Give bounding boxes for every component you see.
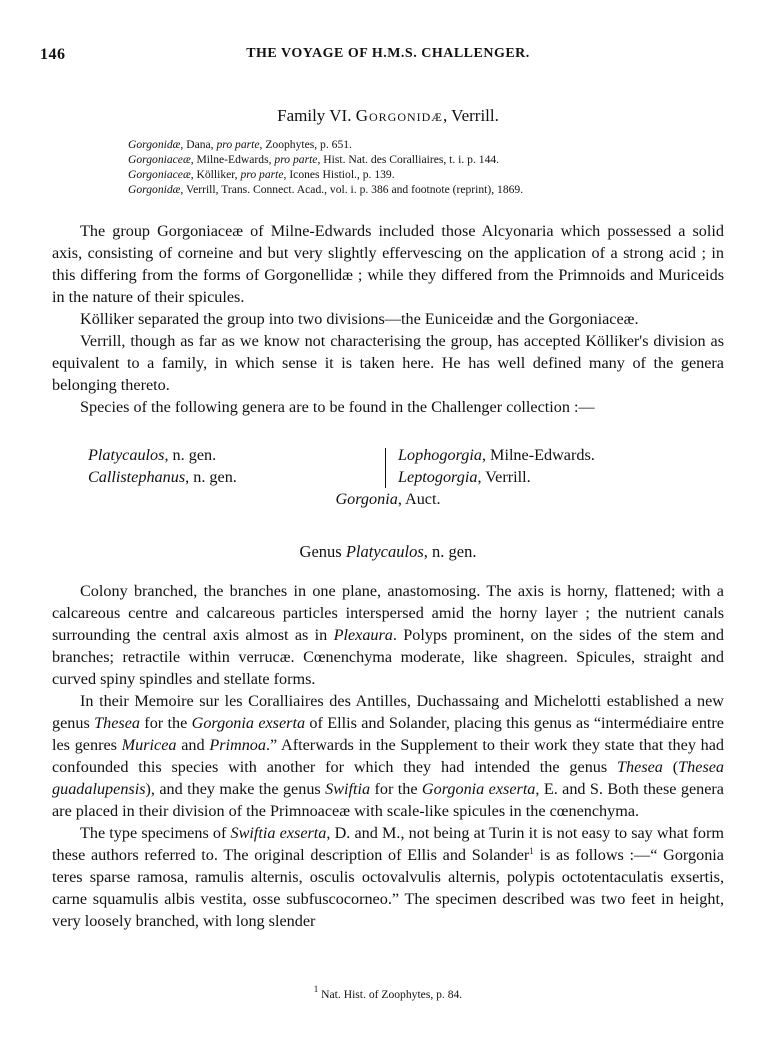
family-author: , Verrill. xyxy=(442,106,499,125)
synonymy-taxon: Gorgonidæ xyxy=(128,183,181,196)
synonymy-entry: Gorgoniaceæ, Kölliker, pro parte, Icones Histiol., p. 139. xyxy=(128,168,395,181)
running-title: THE VOYAGE OF H.M.S. CHALLENGER. xyxy=(246,46,530,61)
footnote-text: Nat. Hist. of Zoophytes, p. 84. xyxy=(318,988,463,1001)
genus-heading: Genus Platycaulos, n. gen. xyxy=(299,542,477,561)
genus-entry: Platycaulos, n. gen. xyxy=(88,446,217,464)
genera-left-column xyxy=(88,444,237,488)
synonymy-entry: Gorgonidæ, Verrill, Trans. Connect. Acad., vol. i. p. 386 and footnote (reprint), 1869. xyxy=(128,183,524,196)
paragraph: Species of the following genera are to be found in the Challenger collection :— xyxy=(80,398,595,416)
family-prefix: Family VI. xyxy=(277,106,352,125)
page-number: 146 xyxy=(40,46,66,63)
paragraph: Kölliker separated the group into two divisions—the Euniceidæ and the Gorgoniaceæ. xyxy=(80,310,639,328)
genus-entry: Lophogorgia, Milne-Edwards. xyxy=(398,446,595,464)
paragraph: Verrill, though as far as we know not characterising the group, has accepted Kölliker's division as equivalent to a family, in which sense it is taken here. He has well defined many of the genera belonging thereto. xyxy=(52,332,724,394)
running-head xyxy=(40,46,736,68)
footnote-mark: 1 xyxy=(313,984,319,994)
genus-entry: Leptogorgia, Verrill. xyxy=(398,468,531,486)
synonymy-taxon: Gorgoniaceæ xyxy=(128,168,191,181)
synonymy-entry: Gorgoniaceæ, Milne-Edwards, pro parte, Hist. Nat. des Coralliaires, t. i. p. 144. xyxy=(128,153,500,166)
family-heading xyxy=(0,106,776,126)
paragraph: The type specimens of Swiftia exserta, D. and M., not being at Turin it is not easy to say what form these authors referred to. The original description of Ellis and Solander$^1$ is as follows :—“ Gorgonia teres sparse ramosa, ramulis alternis, osculis octovalvulis alternis, polypis octotentaculatis exsertis, carne squamulis albis vestita, osse subfuscocorneo.” The specimen described was two feet in height, very loosely branched, with long slender xyxy=(52,824,725,930)
genus-entry: Callistephanus, n. gen. xyxy=(88,468,237,486)
paragraph: Colony branched, the branches in one plane, anastomosing. The axis is horny, flattened; with a calcareous centre and calcareous particles interspersed amid the horny layer ; the nutrient canals surrounding the central axis almost as in Plexaura. Polyps prominent, on the sides of the stem and branches; retractile within verrucæ. Cœnenchyma moderate, like shagreen. Spicules, straight and curved spiny spindles and stellate forms. xyxy=(52,582,724,688)
footnote xyxy=(0,984,776,1001)
family-description xyxy=(52,220,724,418)
genus-entry-center: Gorgonia, Auct. xyxy=(335,490,441,508)
genera-list xyxy=(0,444,776,514)
family-name: Gorgonidæ xyxy=(355,106,443,125)
synonymy-entry: Gorgonidæ, Dana, pro parte, Zoophytes, p. 651. xyxy=(128,138,352,151)
synonymy-taxon: Gorgonidæ xyxy=(128,138,181,151)
column-divider xyxy=(385,448,386,488)
genera-right-column xyxy=(398,444,595,488)
genus-name: Platycaulos xyxy=(345,542,424,561)
synonymy-list xyxy=(128,137,728,197)
paragraph: The group Gorgoniaceæ of Milne-Edwards included those Alcyonaria which possessed a solid axis, consisting of corneine and but very slightly effervescing on the application of a strong acid ; in this differing from the forms of Gorgonellidæ ; while they differed from the Primnoids and Muriceids in the nature of their spicules. xyxy=(52,222,724,306)
synonymy-taxon: Gorgoniaceæ xyxy=(128,153,191,166)
footnote-ref: 1 xyxy=(529,846,534,856)
genus-description xyxy=(52,580,724,932)
paragraph: In their Memoire sur les Coralliaires des Antilles, Duchassaing and Michelotti established a new genus Thesea for the Gorgonia exserta of Ellis and Solander, placing this genus as “intermédiaire entre les genres Muricea and Primnoa.” Afterwards in the Supplement to their work they state that they had confounded this species with another for which they had intended the genus Thesea (Thesea guadalupensis), and they make the genus Swiftia for the Gorgonia exserta, E. and S. Both these genera are placed in their division of the Primnoaceæ with scale-like spicules in the cœnenchyma. xyxy=(52,692,725,820)
